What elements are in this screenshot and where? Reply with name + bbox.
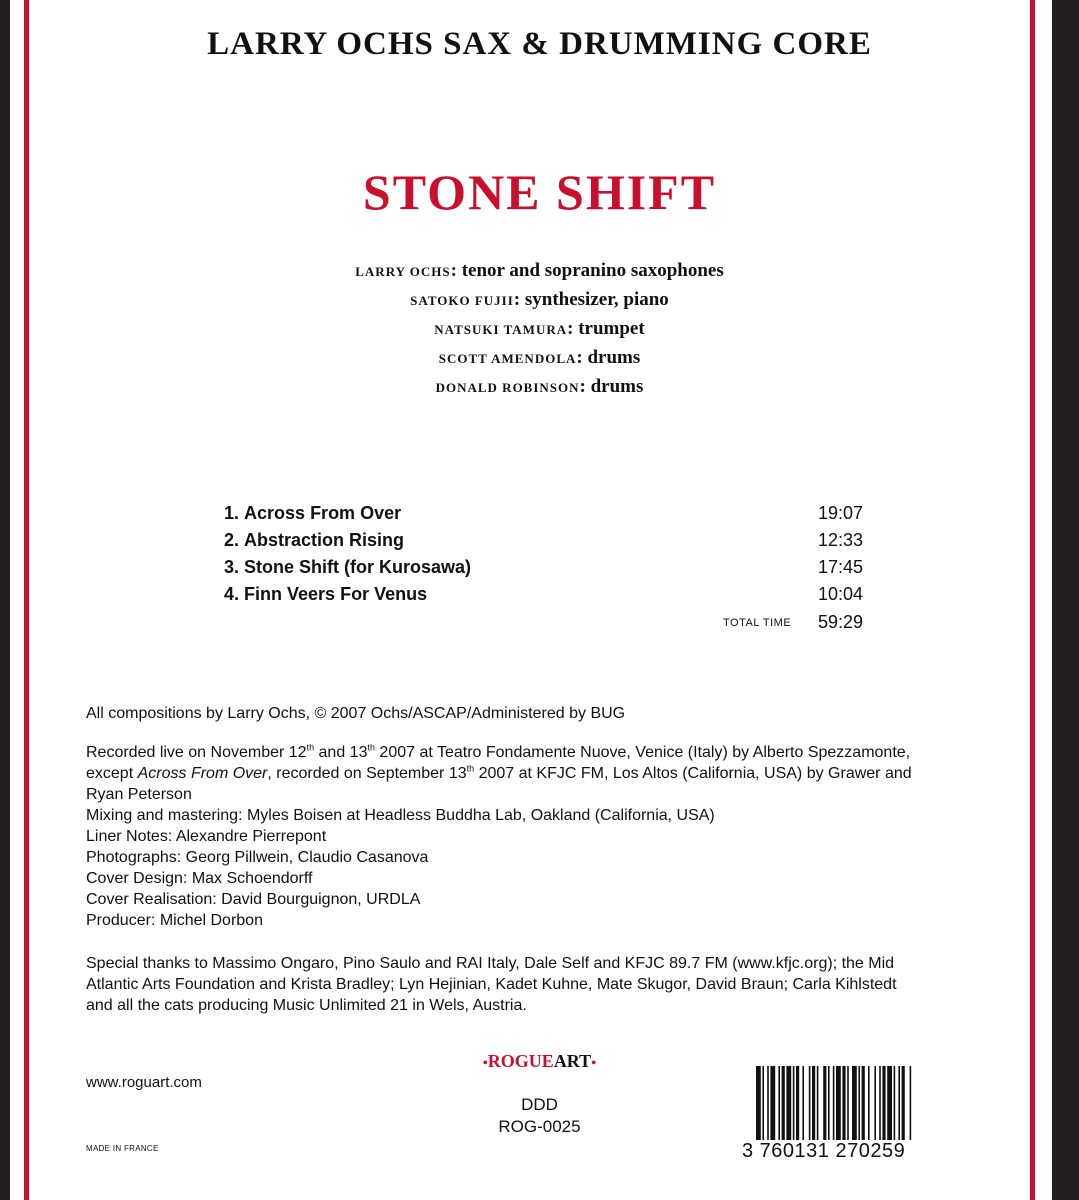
track-number: 4.: [224, 584, 240, 604]
barcode-bar: [874, 1066, 876, 1140]
track-number: 1.: [224, 503, 240, 523]
barcode-bar: [887, 1066, 892, 1140]
barcode-bar: [767, 1066, 769, 1140]
barcode-bar: [902, 1066, 905, 1140]
thanks-line: and all the cats producing Music Unlimited 21 in Wels, Austria.: [86, 997, 527, 1014]
barcode-bar: [858, 1066, 860, 1140]
producer-credit: Producer: Michel Dorbon: [86, 912, 263, 929]
barcode-bars: [742, 1066, 970, 1140]
barcode-bar: [879, 1066, 881, 1140]
musician-instrument: tenor and sopranino saxophones: [461, 260, 724, 281]
musician-instrument: trumpet: [578, 318, 645, 339]
barcode-bar: [817, 1066, 819, 1140]
barcode-bar: [847, 1066, 849, 1140]
musician-instrument: synthesizer, piano: [524, 289, 669, 310]
track-row: [224, 554, 874, 581]
track-row: [224, 527, 874, 554]
personnel-item: NATSUKI TAMURA: trumpet: [434, 318, 645, 339]
website-url: www.roguart.com: [86, 1074, 202, 1091]
barcode-digits: 3 760131 270259: [742, 1140, 906, 1162]
musician-name: SATOKO FUJII: [410, 293, 514, 308]
album-title: STONE SHIFT: [362, 164, 717, 220]
total-time-row: [224, 608, 874, 636]
rogueart-logo: •ROGUEART•: [482, 1051, 597, 1071]
credits-block: [86, 703, 996, 1016]
mixing-credit: Mixing and mastering: Myles Boisen at Headless Buddha Lab, Oakland (California, USA): [86, 807, 715, 824]
track-duration: 19:07: [818, 503, 864, 523]
format-code: DDD: [521, 1095, 558, 1114]
barcode-bar: [852, 1066, 857, 1140]
barcode-bar: [882, 1066, 885, 1140]
musician-name: DONALD ROBINSON: [435, 380, 580, 395]
liner-notes-credit: Liner Notes: Alexandre Pierrepont: [86, 828, 327, 845]
total-time-value: 59:29: [818, 612, 864, 632]
recording-credit-except: except Across From Over, recorded on September 13th 2007 at KFJC FM, Los Altos (California, USA) by Grawer and: [86, 763, 912, 782]
catalog-number: ROG-0025: [498, 1117, 581, 1136]
barcode-bar: [802, 1066, 804, 1140]
barcode-bar: [796, 1066, 799, 1140]
barcode-bar: [898, 1066, 900, 1140]
track-row: [224, 500, 874, 527]
personnel-item: SATOKO FUJII: synthesizer, piano: [410, 289, 669, 310]
track-number: 2.: [224, 530, 240, 550]
barcode-bar: [809, 1066, 811, 1140]
photographs-credit: Photographs: Georg Pillwein, Claudio Casanova: [86, 849, 429, 866]
barcode-bar: [812, 1066, 815, 1140]
musician-instrument: drums: [590, 376, 644, 397]
cover-design-credit: Cover Design: Max Schoendorff: [86, 870, 313, 887]
thanks-line: Special thanks to Massimo Ongaro, Pino Saulo and RAI Italy, Dale Self and KFJC 89.7 FM (www.kfjc.org); the Mid: [86, 955, 895, 972]
musician-name: NATSUKI TAMURA: [434, 322, 568, 337]
barcode-bar: [894, 1066, 896, 1140]
track-duration: 17:45: [818, 557, 864, 577]
track-title: Abstraction Rising: [244, 530, 405, 550]
barcode-bar: [778, 1066, 780, 1140]
track-duration: 10:04: [818, 584, 864, 604]
musician-name: LARRY OCHS: [355, 264, 451, 279]
barcode-bar: [782, 1066, 785, 1140]
barcode-bar: [828, 1066, 830, 1140]
barcode-bar: [842, 1066, 845, 1140]
total-time-label: TOTAL TIME: [723, 617, 792, 629]
barcode-bar: [862, 1066, 865, 1140]
track-number: 3.: [224, 557, 240, 577]
track-title: Finn Veers For Venus: [244, 584, 428, 604]
barcode-bar: [868, 1066, 870, 1140]
artist-name: LARRY OCHS SAX & DRUMMING CORE: [207, 26, 872, 62]
compositions-credit: All compositions by Larry Ochs, © 2007 Ochs/ASCAP/Administered by BUG: [86, 705, 626, 722]
track-duration: 12:33: [818, 530, 864, 550]
musician-instrument: drums: [587, 347, 641, 368]
barcode-bar: [793, 1066, 795, 1140]
barcode-bar: [833, 1066, 835, 1140]
barcode-bar: [823, 1066, 826, 1140]
track-title: Across From Over: [244, 503, 402, 523]
barcode-bar: [756, 1066, 761, 1140]
track-row: [224, 581, 874, 608]
thanks-line: Atlantic Arts Foundation and Krista Bradley; Lyn Hejinian, Kadet Kuhne, Mate Skugor, David Braun; Carla Kihlstedt: [86, 976, 897, 993]
made-in-label: MADE IN FRANCE: [86, 1144, 159, 1153]
barcode-bar: [836, 1066, 841, 1140]
musician-name: SCOTT AMENDOLA: [438, 351, 577, 366]
track-title: Stone Shift (for Kurosawa): [244, 557, 472, 577]
personnel-list: [0, 256, 1079, 401]
personnel-item: SCOTT AMENDOLA: drums: [438, 347, 641, 368]
barcode-bar: [770, 1066, 775, 1140]
track-list: [224, 500, 874, 636]
personnel-item: DONALD ROBINSON: drums: [435, 376, 644, 397]
barcode-bar: [786, 1066, 791, 1140]
recording-credit: Recorded live on November 12th and 13th 2007 at Teatro Fondamente Nuove, Venice (Italy) by Alberto Spezzamonte,: [86, 742, 911, 761]
barcode-bar: [910, 1066, 912, 1140]
personnel-item: LARRY OCHS: tenor and sopranino saxophones: [355, 260, 724, 281]
barcode-bar: [762, 1066, 764, 1140]
cover-realisation-credit: Cover Realisation: David Bourguignon, URDLA: [86, 891, 421, 908]
recording-credit-engineer: Ryan Peterson: [86, 786, 192, 803]
